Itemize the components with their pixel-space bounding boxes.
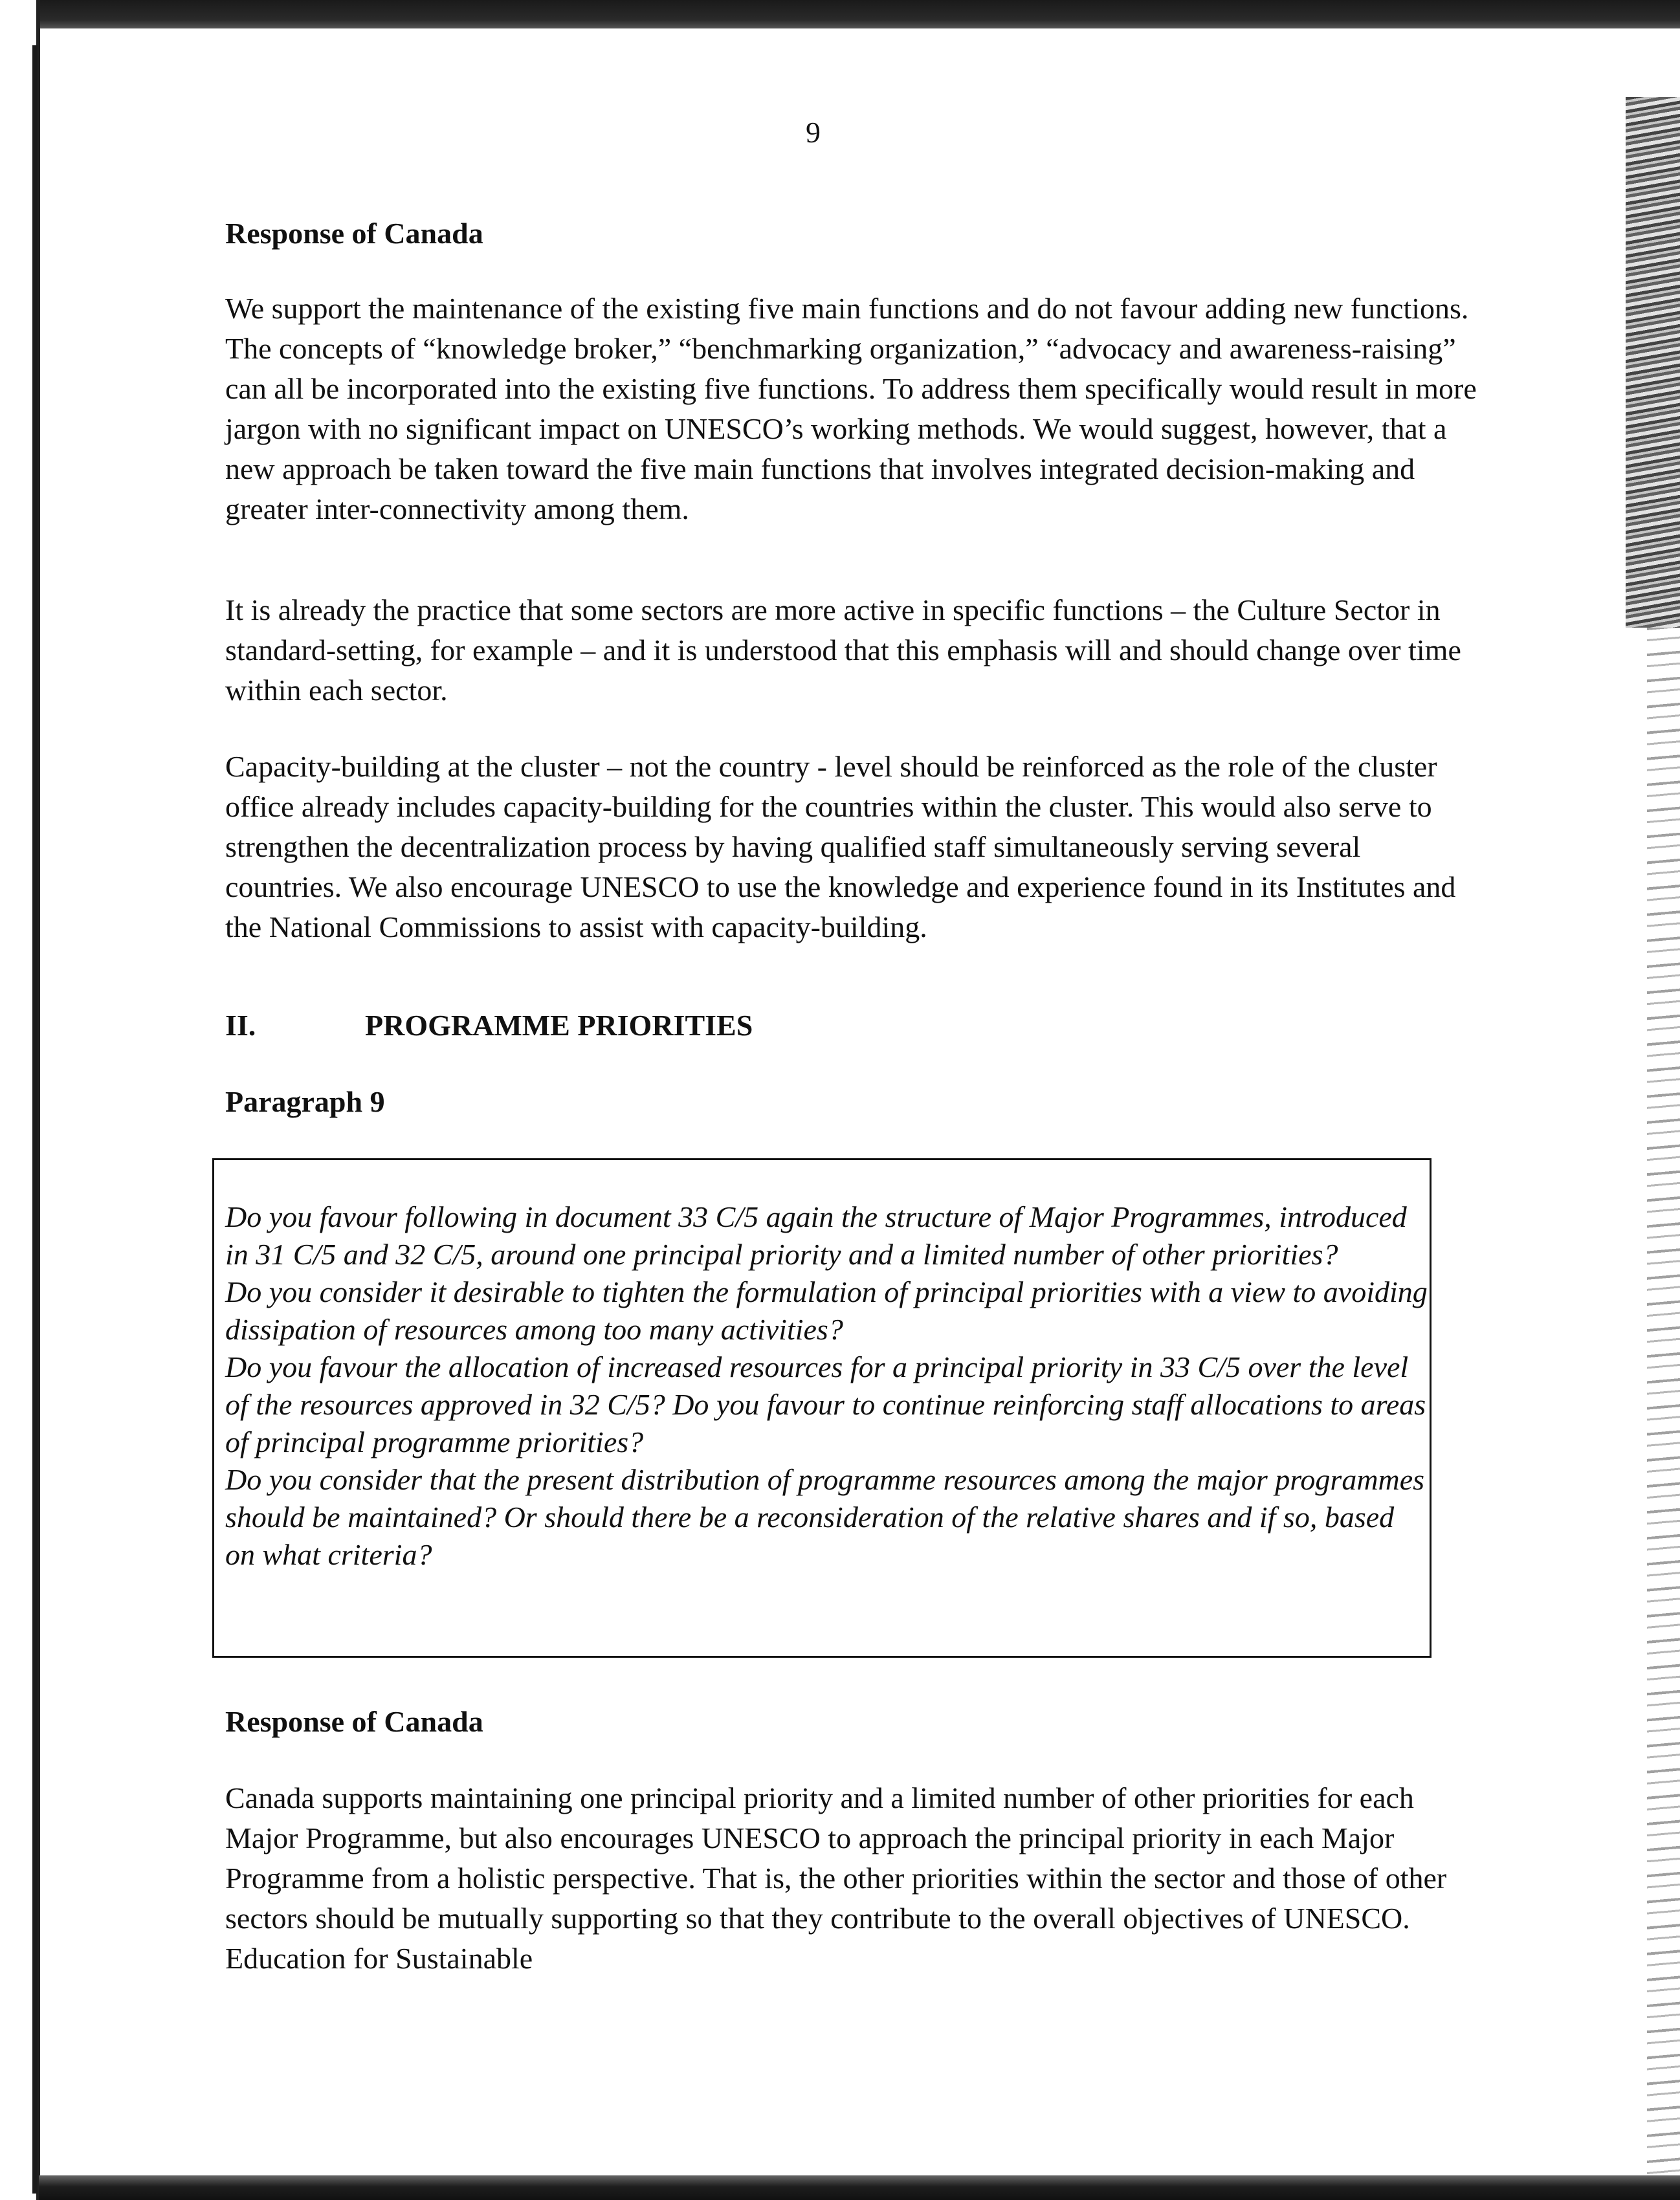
question: Do you consider that the present distribution of programme resources among the major programmes should be maintained? Or should there be a reconsideration of the relative shares and if so, based on what criteria?	[225, 1463, 1425, 1571]
response-paragraph-3: Capacity-building at the cluster – not the country - level should be reinforced as the role of the cluster office already includes capacity-building for the countries within the cluster. This would also serve to strengthen the decentralization process by having qualified staff simultaneously serving several countries. We also encourage UNESCO to use the knowledge and experience found in its Institutes and the National Commissions to assist with capacity-building.	[225, 750, 1456, 943]
response-heading: Response of Canada	[225, 217, 483, 250]
response-paragraph-4: Canada supports maintaining one principal priority and a limited number of other priorities for each Major Programme, but also encourages UNESCO to approach the principal priority in each Major Programme from a holistic perspective. That is, the other priorities within the sector and those of other sectors should be mutually supporting so that they contribute to the overall objectives of UNESCO. Education for Sustainable	[225, 1781, 1447, 1975]
question: Do you consider it desirable to tighten the formulation of principal priorities with a view to avoiding dissipation of resources among too many activities?	[225, 1275, 1428, 1346]
page-number: 9	[806, 116, 821, 149]
question: Do you favour the allocation of increased resources for a principal priority in 33 C/5 over the level of the resources approved in 32 C/5? Do you favour to continue reinforcing staff allocations to areas of principal programme priorities?	[225, 1350, 1426, 1458]
question: Do you favour following in document 33 C/5 again the structure of Major Programmes, introduced in 31 C/5 and 32 C/5, around one principal priority and a limited number of other priorities?	[225, 1200, 1407, 1271]
scan-border-bottom	[39, 2175, 1680, 2200]
section-heading	[225, 1008, 753, 1042]
paragraph-label: Paragraph 9	[225, 1085, 385, 1118]
scan-edge-line	[32, 45, 38, 2194]
section-title: PROGRAMME PRIORITIES	[365, 1009, 753, 1042]
scan-noise-right	[1626, 97, 1680, 628]
response-heading-2: Response of Canada	[225, 1705, 483, 1738]
response-paragraph-1: We support the maintenance of the existing five main functions and do not favour adding new functions. The concepts of “knowledge broker,” “benchmarking organization,” “advocacy and awareness-raising” can all be incorporated into the existing five functions. To address them specifically would result in more jargon with no significant impact on UNESCO’s working methods. We would suggest, however, that a new approach be taken toward the five main functions that involves integrated decision-making and greater inter-connectivity among them.	[225, 292, 1477, 525]
section-number: II.	[225, 1009, 256, 1042]
scan-noise-right-lower	[1647, 628, 1680, 2174]
questions-list	[225, 1198, 1429, 1574]
response-paragraph-2: It is already the practice that some sectors are more active in specific functions – the Culture Sector in standard-setting, for example – and it is understood that this emphasis will and should change over time within each sector.	[225, 593, 1461, 707]
scan-border-top	[0, 0, 1680, 28]
